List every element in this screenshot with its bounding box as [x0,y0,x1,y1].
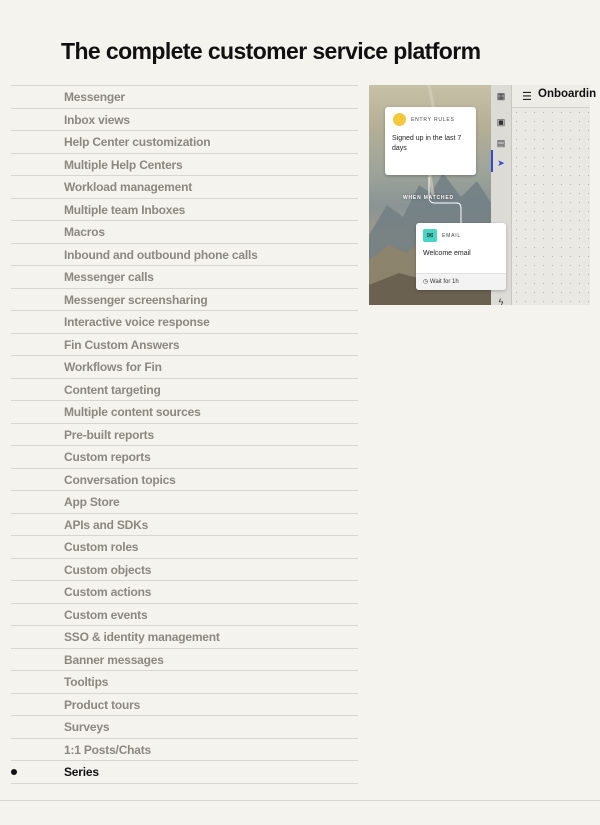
feature-item[interactable] [11,761,358,784]
feature-label: App Store [64,495,120,509]
email-card[interactable] [416,223,506,290]
feature-item[interactable] [11,131,358,154]
feature-item[interactable] [11,221,358,244]
feature-item[interactable] [11,694,358,717]
feature-item[interactable] [11,311,358,334]
feature-label: Banner messages [64,652,164,667]
feature-label: Tooltips [64,675,109,689]
feature-item[interactable] [11,424,358,447]
feature-list [11,85,358,784]
feature-item[interactable] [11,289,358,312]
feature-item[interactable] [11,536,358,559]
bottom-divider [0,800,600,801]
feature-label: Messenger calls [64,270,154,284]
entry-rules-card[interactable] [385,107,476,175]
feature-label: SSO & identity management [64,630,220,644]
bolt-icon[interactable]: ϟ [498,297,504,307]
feature-item[interactable] [11,199,358,222]
feature-label: APIs and SDKs [64,517,149,532]
feature-item[interactable] [11,581,358,604]
active-bullet-icon [11,769,17,775]
feature-label: Content targeting [64,382,161,397]
entry-rules-tag: ENTRY RULES [411,117,455,123]
feature-item[interactable] [11,244,358,267]
app-header [512,85,597,108]
feature-label: Help Center customization [64,135,211,149]
entry-rules-text: Signed up in the last 7 days [392,135,462,152]
feature-item[interactable] [11,109,358,132]
page-title: The complete customer service platform [61,38,481,64]
feature-label: Custom objects [64,562,152,577]
canvas-grid [512,108,590,305]
lightning-icon: ⚡ [394,115,405,124]
feature-item[interactable] [11,401,358,424]
feature-label: 1:1 Posts/Chats [64,742,152,757]
send-icon[interactable]: ➤ [497,158,505,168]
feature-label: Custom events [64,607,148,622]
feature-item[interactable] [11,86,358,109]
feature-label: Multiple team Inboxes [64,202,186,217]
feature-label: Interactive voice response [64,315,210,329]
help-icon[interactable]: ▤ [496,138,506,148]
feature-item[interactable] [11,514,358,537]
feature-label: Inbound and outbound phone calls [64,247,258,262]
app-heading: Onboardin [538,88,597,100]
email-footer [416,273,506,290]
rail-active-indicator [491,150,493,172]
feature-label: Custom roles [64,540,139,554]
feature-item[interactable] [11,716,358,739]
feature-label: Workflows for Fin [64,360,162,374]
feature-item[interactable] [11,469,358,492]
email-tag: EMAIL [442,233,462,239]
feature-label: Fin Custom Answers [64,337,180,352]
feature-label: Inbox views [64,112,130,127]
connector-label: WHEN MATCHED [403,195,454,201]
feature-label: Custom actions [64,585,152,599]
feature-label: Macros [64,225,105,239]
clock-icon: ◷ [423,279,429,285]
feature-item[interactable] [11,379,358,402]
feature-label: Custom reports [64,450,151,464]
feature-item[interactable] [11,626,358,649]
feature-item[interactable] [11,649,358,672]
menu-icon[interactable]: ☰ [522,91,532,103]
feature-item[interactable] [11,154,358,177]
feature-item[interactable] [11,604,358,627]
feature-item[interactable] [11,739,358,762]
inbox-icon[interactable]: ▦ [496,91,506,101]
feature-label: Conversation topics [64,472,176,487]
feature-label: Pre-built reports [64,427,154,442]
book-icon[interactable]: ▣ [496,117,506,127]
feature-item[interactable] [11,334,358,357]
feature-label: Multiple Help Centers [64,157,183,172]
feature-item[interactable] [11,491,358,514]
feature-label: Messenger screensharing [64,292,208,307]
feature-label: Product tours [64,697,141,712]
feature-label: Workload management [64,180,193,194]
feature-item[interactable] [11,559,358,582]
feature-item[interactable] [11,446,358,469]
feature-label: Surveys [64,720,110,734]
feature-label: Messenger [64,90,125,104]
feature-item[interactable] [11,266,358,289]
feature-label: Multiple content sources [64,405,201,419]
wait-label: Wait for 1h [429,279,459,285]
email-title: Welcome email [423,250,471,257]
mail-icon: ✉ [423,229,437,242]
product-preview [369,85,597,307]
feature-item[interactable] [11,671,358,694]
feature-item[interactable] [11,176,358,199]
feature-item[interactable] [11,356,358,379]
feature-label: Series [64,765,99,779]
